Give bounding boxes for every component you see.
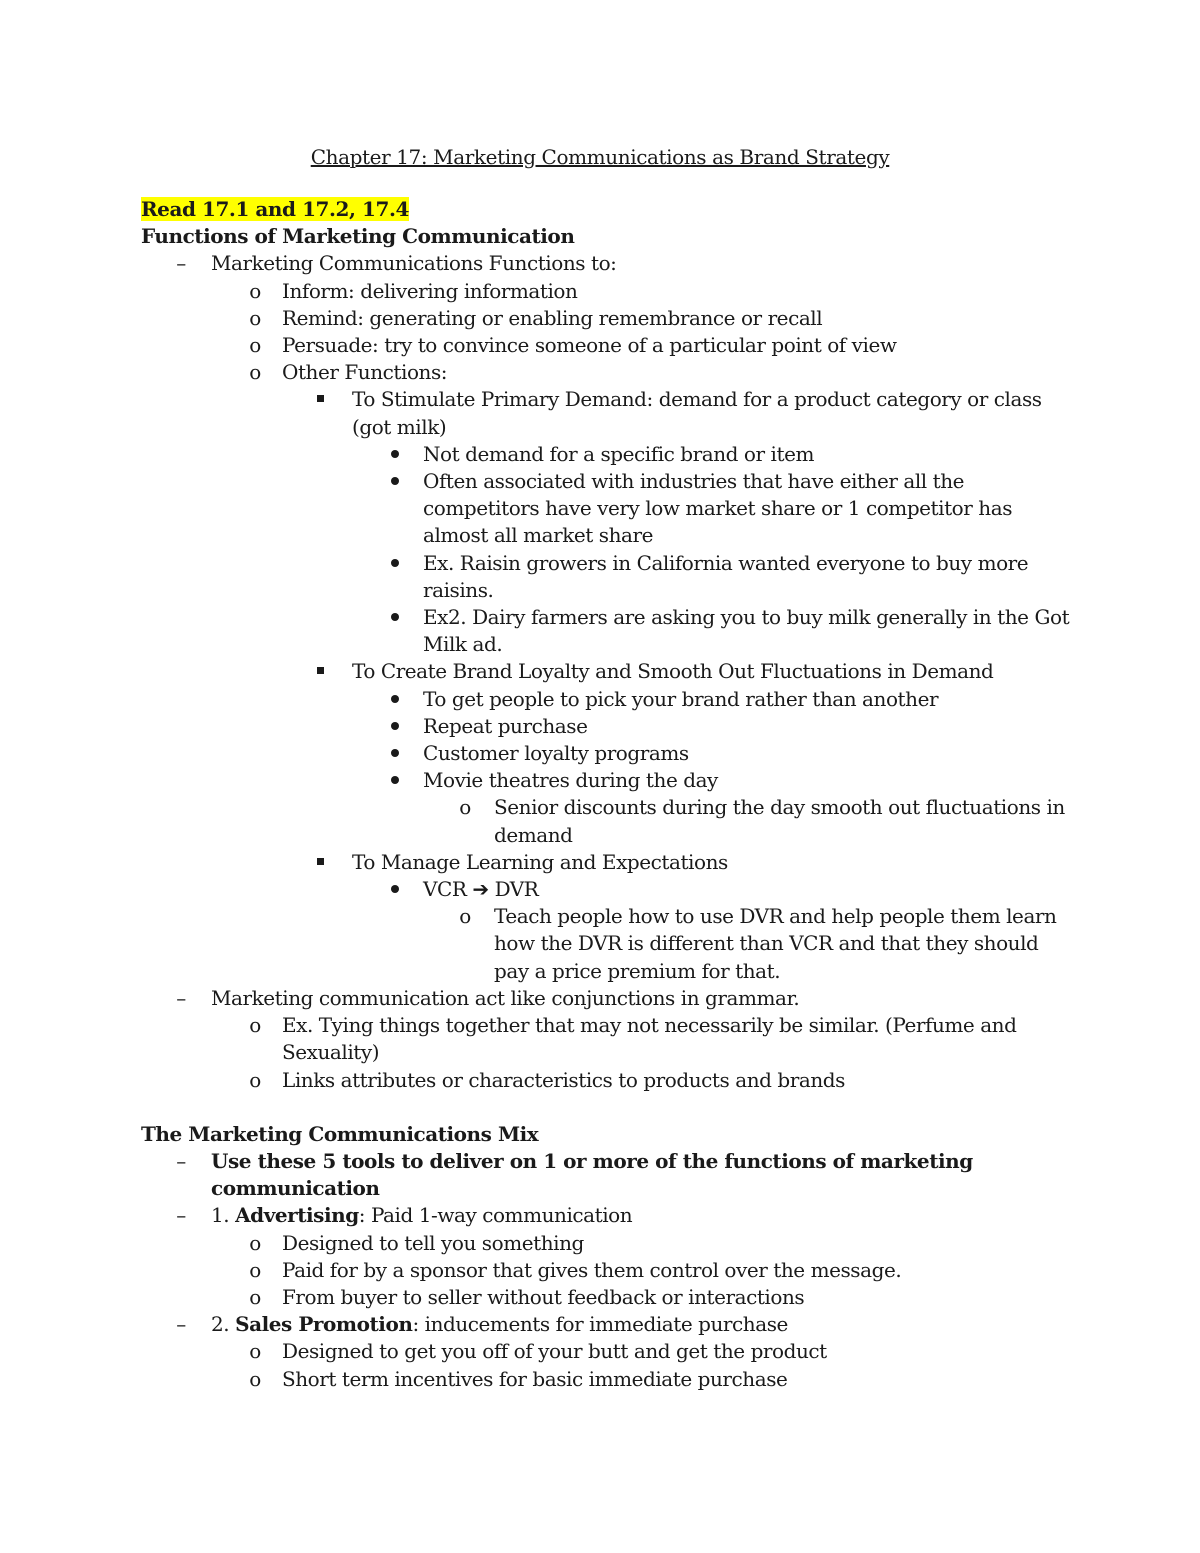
circle-bullet: o xyxy=(459,795,471,820)
dash-bullet: – xyxy=(176,1312,186,1337)
list-item: o Other Functions: xyxy=(141,359,1071,386)
circle-bullet: o xyxy=(249,360,261,385)
circle-bullet: o xyxy=(249,1284,261,1309)
list-item: o Links attributes or characteristics to products and brands xyxy=(141,1067,1071,1094)
reading-note xyxy=(141,196,1071,223)
circle-bullet: o xyxy=(249,1257,261,1282)
circle-bullet: o xyxy=(249,1067,261,1092)
circle-bullet: o xyxy=(459,904,471,929)
reading-highlight: Read 17.1 and 17.2, 17.4 xyxy=(141,197,409,221)
list-item: Ex2. Dairy farmers are asking you to buy milk generally in the Got Milk ad. xyxy=(141,604,1071,658)
circle-bullet: o xyxy=(249,1230,261,1255)
circle-bullet: o xyxy=(249,333,261,358)
list-item: o Paid for by a sponsor that gives them control over the message. xyxy=(141,1257,1071,1284)
dash-bullet: – xyxy=(176,985,186,1010)
dash-bullet: – xyxy=(176,1203,186,1228)
list-item: Customer loyalty programs xyxy=(141,740,1071,767)
list-item: Not demand for a specific brand or item xyxy=(141,441,1071,468)
list-item: To Manage Learning and Expectations xyxy=(141,849,1071,876)
list-item: Ex. Raisin growers in California wanted everyone to buy more raisins. xyxy=(141,550,1071,604)
section-heading-mix: The Marketing Communications Mix xyxy=(141,1121,539,1146)
term-sales-promotion: Sales Promotion xyxy=(235,1312,413,1337)
dash-bullet: – xyxy=(176,1148,186,1173)
list-item: – Marketing communication act like conjunctions in grammar. xyxy=(141,985,1071,1012)
spacer xyxy=(141,1094,1071,1121)
circle-bullet: o xyxy=(249,305,261,330)
list-item: To Create Brand Loyalty and Smooth Out Fluctuations in Demand xyxy=(141,658,1071,685)
list-item: o Inform: delivering information xyxy=(141,278,1071,305)
list-item: o Teach people how to use DVR and help people them learn how the DVR is different than VCR and that they should pay a price premium for that. xyxy=(141,903,1071,985)
list-item: – Use these 5 tools to deliver on 1 or more of the functions of marketing communication xyxy=(141,1148,1071,1202)
list-item: o Senior discounts during the day smooth out fluctuations in demand xyxy=(141,794,1071,848)
list-item: o Ex. Tying things together that may not necessarily be similar. (Perfume and Sexuality) xyxy=(141,1012,1071,1066)
term-advertising: Advertising xyxy=(235,1203,359,1228)
list-item: o From buyer to seller without feedback or interactions xyxy=(141,1284,1071,1311)
list-item: o Short term incentives for basic immediate purchase xyxy=(141,1366,1071,1393)
page-title: Chapter 17: Marketing Communications as Brand Strategy xyxy=(310,145,890,169)
list-item: o Designed to tell you something xyxy=(141,1230,1071,1257)
circle-bullet: o xyxy=(249,1366,261,1391)
section-heading-functions: Functions of Marketing Communication xyxy=(141,224,575,249)
list-item: Movie theatres during the day xyxy=(141,767,1071,794)
list-item: To get people to pick your brand rather than another xyxy=(141,686,1071,713)
list-item: Often associated with industries that have either all the competitors have very low market share or 1 competitor has almost all market share xyxy=(141,468,1071,550)
list-item: – 2. Sales Promotion: inducements for immediate purchase xyxy=(141,1311,1071,1338)
list-item: – 1. Advertising: Paid 1-way communication xyxy=(141,1202,1071,1229)
list-item: To Stimulate Primary Demand: demand for a product category or class (got milk) xyxy=(141,386,1071,440)
notes-body xyxy=(141,196,1071,1393)
dash-bullet: – xyxy=(176,251,186,276)
circle-bullet: o xyxy=(249,1339,261,1364)
circle-bullet: o xyxy=(249,1013,261,1038)
list-item: o Remind: generating or enabling remembrance or recall xyxy=(141,305,1071,332)
list-item: Repeat purchase xyxy=(141,713,1071,740)
list-item: VCR ➔ DVR xyxy=(141,876,1071,903)
circle-bullet: o xyxy=(249,278,261,303)
list-item: o Persuade: try to convince someone of a particular point of view xyxy=(141,332,1071,359)
list-item: o Designed to get you off of your butt and get the product xyxy=(141,1338,1071,1365)
list-item: – Marketing Communications Functions to: xyxy=(141,250,1071,277)
